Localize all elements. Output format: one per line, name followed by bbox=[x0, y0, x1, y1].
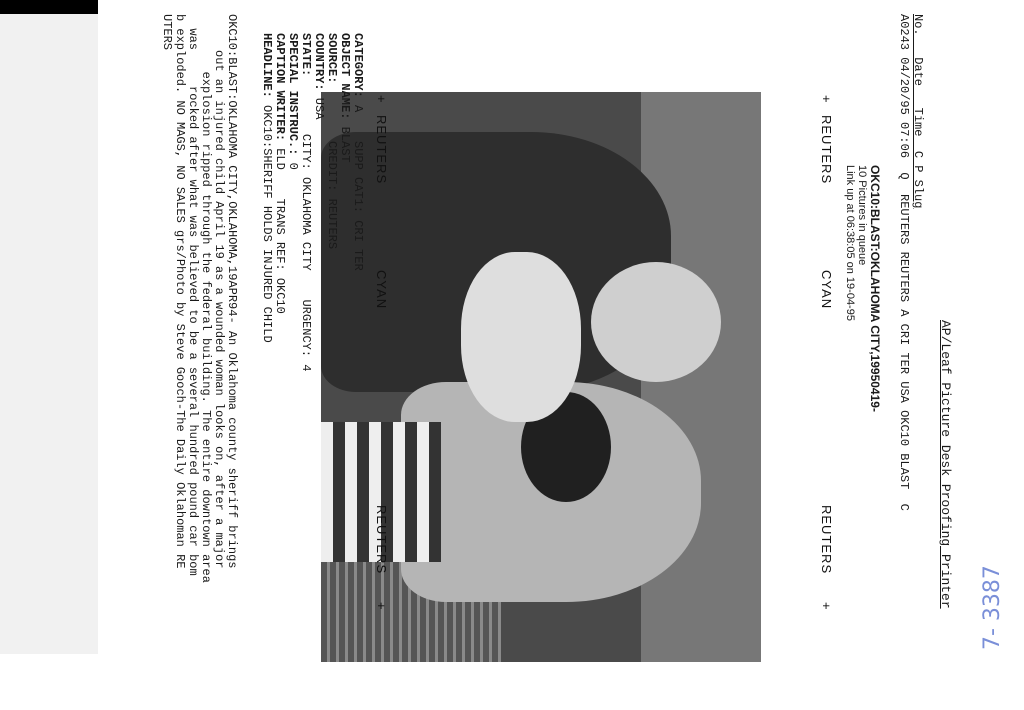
plus-mark-top-left: + bbox=[819, 95, 834, 104]
meta-source: SOURCE: CREDIT: REUTERS bbox=[325, 33, 339, 250]
meta-object-name: OBJECT NAME: BLAST bbox=[338, 33, 352, 163]
meta-country: COUNTRY: USA bbox=[312, 33, 326, 120]
caption-line: UTERS bbox=[160, 14, 174, 51]
reuters-mark-bottom-right: REUTERS bbox=[374, 505, 389, 575]
page-title: AP/Leaf Picture Desk Proofing Printer bbox=[938, 320, 953, 609]
reuters-mark-top-left: REUTERS bbox=[819, 115, 834, 185]
meta-category: CATEGORY: A SUPP CAT1: CRI TER bbox=[351, 33, 365, 271]
caption-line: out an injured child April 19 as a wounded woman looks on, after a major bbox=[212, 14, 226, 569]
link-time: Link up at 06:38:05 on 19-04-95 bbox=[844, 165, 856, 321]
plus-mark-bottom-right: + bbox=[374, 602, 389, 611]
injured-child bbox=[461, 252, 581, 422]
reuters-mark-bottom-left: REUTERS bbox=[374, 115, 389, 185]
handwritten-note: 7- 3387 bbox=[980, 565, 1005, 650]
cyan-mark-bottom: CYAN bbox=[374, 270, 389, 310]
photo-slug: OKC10:BLAST:OKLAHOMA CITY,19950419- bbox=[868, 165, 882, 412]
queue-row: A0243 04/20/95 07:06 Q REUTERS REUTERS A CRI TER USA OKC10 BLAST C bbox=[897, 14, 911, 511]
cyan-mark-top: CYAN bbox=[819, 270, 834, 310]
meta-state: STATE: CITY: OKLAHOMA CITY URGENCY: 4 bbox=[299, 33, 313, 372]
caption-line: OKC10:BLAST:OKLAHOMA CITY,OKLAHOMA,19APR94- An Oklahoma county sheriff brings bbox=[225, 14, 239, 569]
reuters-mark-top-right: REUTERS bbox=[819, 505, 834, 575]
caption-line: was rocked after what was believed to be a several hundred pound car bom bbox=[186, 14, 200, 576]
meta-special-instruc: SPECIAL INSTRUC.: 0 bbox=[286, 33, 300, 170]
caption-line: b exploded. NO MAGS, NO SALES grs/Photo by Steve Gooch-The Daily Oklahoman RE bbox=[173, 14, 187, 569]
meta-headline: HEADLINE: OKC10:SHERIFF HOLDS INJURED CHILD bbox=[260, 33, 274, 343]
sheriff-head bbox=[591, 262, 721, 382]
column-header: No. Date Time C P Slug bbox=[911, 14, 925, 209]
caption-line: explosion ripped through the federal building. The entire downtown area bbox=[199, 14, 213, 583]
plus-mark-bottom-left: + bbox=[374, 95, 389, 104]
plus-mark-top-right: + bbox=[819, 602, 834, 611]
queue-count: 10 Pictures in queue bbox=[856, 165, 868, 266]
meta-caption-writer: CAPTION WRITER: ELD TRANS REF: OKC10 bbox=[273, 33, 287, 314]
